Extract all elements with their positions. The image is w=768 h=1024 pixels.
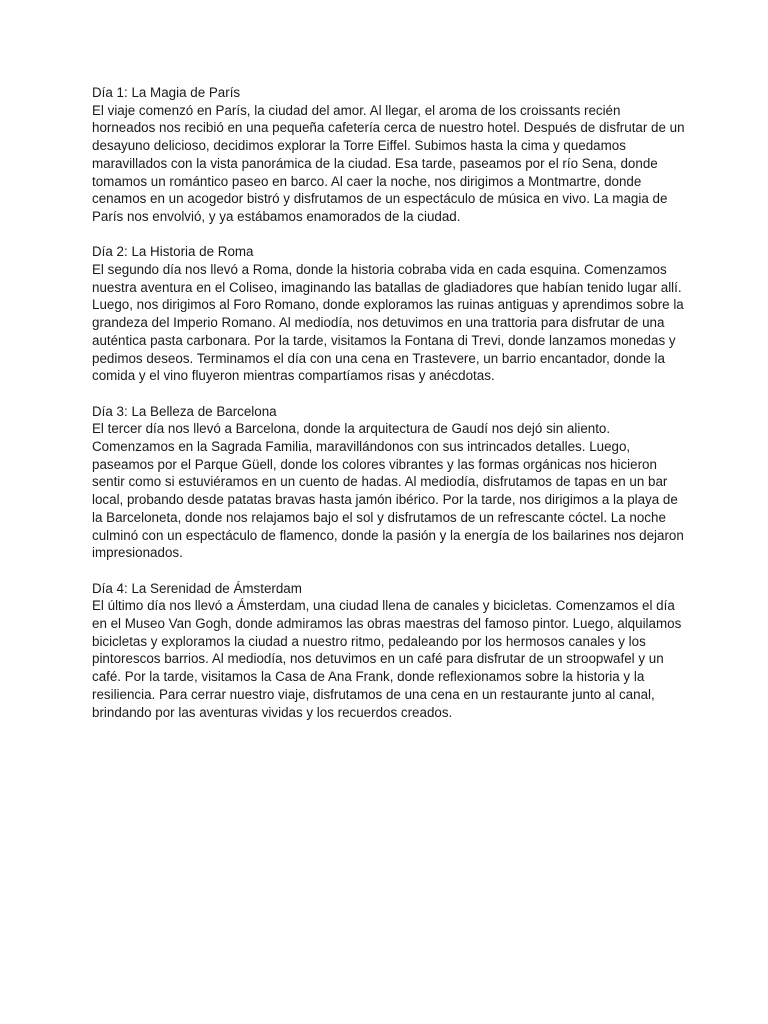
section-title: Día 2: La Historia de Roma	[92, 244, 254, 260]
section-body: El tercer día nos llevó a Barcelona, donde la arquitectura de Gaudí nos dejó sin aliento. Comenzamos en la Sagrada Familia, maravillándonos con sus intrincados detalles. Luego, paseamos por el Parque Güell, donde los colores vibrantes y las formas orgánicas nos hicieron sentir como si estuviéramos en un cuento de hadas. Al mediodía, disfrutamos de tapas en un bar local, probando desde patatas bravas hasta jamón ibérico. Por la tarde, nos dirigimos a la playa de la Barceloneta, donde nos relajamos bajo el sol y disfrutamos de un refrescante cóctel. La noche culminó con un espectáculo de flamenco, donde la pasión y la energía de los bailarines nos dejaron impresionados.	[92, 421, 684, 561]
section-day-4	[92, 580, 686, 722]
section-day-2	[92, 243, 686, 385]
section-body: El último día nos llevó a Ámsterdam, una ciudad llena de canales y bicicletas. Comenzamos el día en el Museo Van Gogh, donde admiramos las obras maestras del famoso pintor. Luego, alquilamos bicicletas y exploramos la ciudad a nuestro ritmo, pedaleando por los hermosos canales y los pintorescos barrios. Al mediodía, nos detuvimos en un café para disfrutar de un stroopwafel y un café. Por la tarde, visitamos la Casa de Ana Frank, donde reflexionamos sobre la historia y la resiliencia. Para cerrar nuestro viaje, disfrutamos de una cena en un restaurante junto al canal, brindando por las aventuras vividas y los recuerdos creados.	[92, 598, 682, 720]
document-page	[92, 84, 686, 739]
section-day-3	[92, 403, 686, 562]
section-title: Día 4: La Serenidad de Ámsterdam	[92, 580, 302, 596]
section-title: Día 1: La Magia de París	[92, 85, 241, 100]
section-body: El segundo día nos llevó a Roma, donde la historia cobraba vida en cada esquina. Comenzamos nuestra aventura en el Coliseo, imaginando las batallas de gladiadores que habían tenido lugar allí. Luego, nos dirigimos al Foro Romano, donde exploramos las ruinas antiguas y aprendimos sobre la grandeza del Imperio Romano. Al mediodía, nos detuvimos en una trattoria para disfrutar de una auténtica pasta carbonara. Por la tarde, visitamos la Fontana di Trevi, donde lanzamos monedas y pedimos deseos. Terminamos el día con una cena en Trastevere, un barrio encantador, donde la comida y el vino fluyeron mientras compartíamos risas y anécdotas.	[92, 262, 684, 384]
section-day-1	[92, 84, 686, 226]
section-body: El viaje comenzó en París, la ciudad del amor. Al llegar, el aroma de los croissants recién horneados nos recibió en una pequeña cafetería cerca de nuestro hotel. Después de disfrutar de un desayuno delicioso, decidimos explorar la Torre Eiffel. Subimos hasta la cima y quedamos maravillados con la vista panorámica de la ciudad. Esa tarde, paseamos por el río Sena, donde tomamos un romántico paseo en barco. Al caer la noche, nos dirigimos a Montmartre, donde cenamos en un acogedor bistró y disfrutamos de un espectáculo de música en vivo. La magia de París nos envolvió, y ya estábamos enamorados de la ciudad.	[92, 102, 685, 224]
section-title: Día 3: La Belleza de Barcelona	[92, 403, 277, 419]
